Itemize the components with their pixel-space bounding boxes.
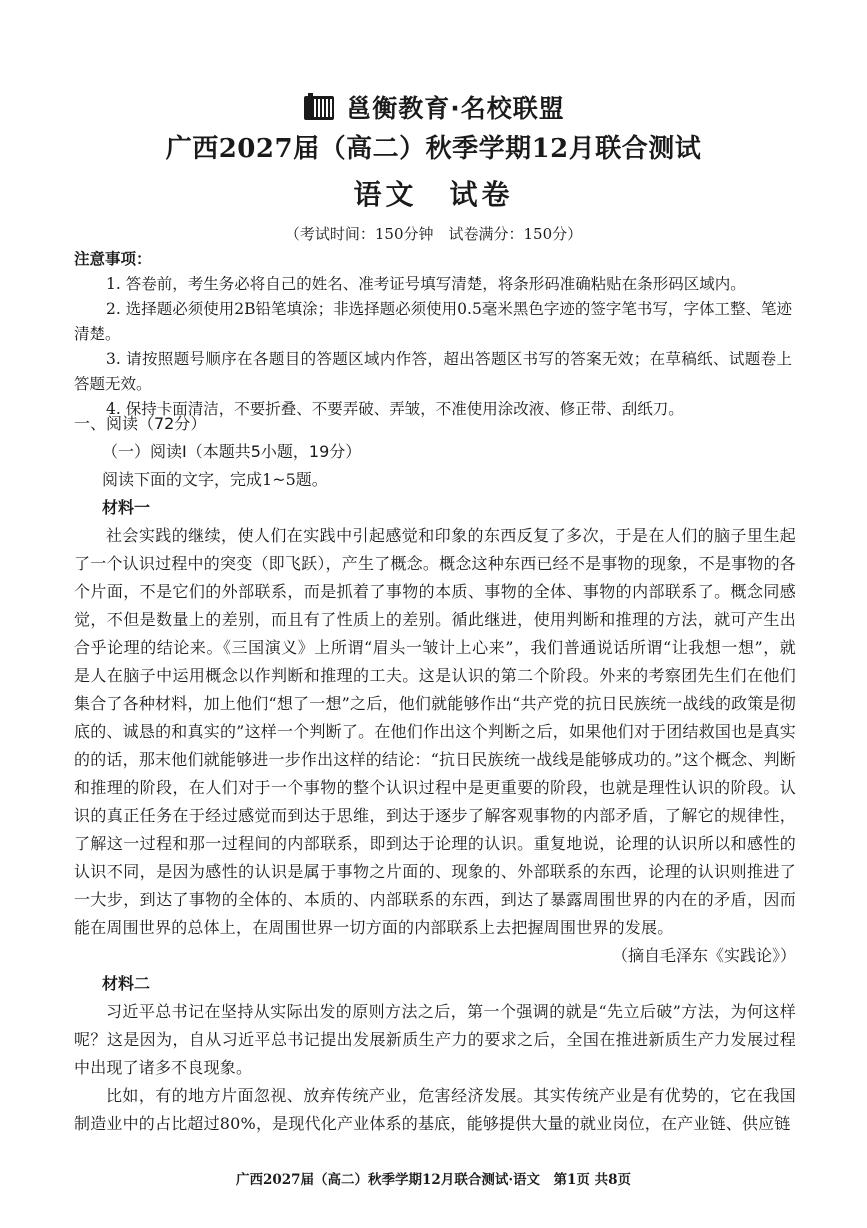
brand-name: 邕衡教育·名校联盟 [346, 94, 565, 123]
subject-title: 语文 试卷 [353, 178, 514, 211]
reading-instruction: 阅读下面的文字，完成1~5题。 [102, 470, 328, 489]
subsection-title: （一）阅读Ⅰ（本题共5小题，19分） [102, 442, 362, 461]
exam-meta: （考试时间：150分钟 试卷满分：150分） [284, 225, 583, 243]
material-one-paragraph: 社会实践的继续，使人们在实践中引起感觉和印象的东西反复了多次，于是在人们的脑子里生起了一个认识过程中的突变（即飞跃），产生了概念。概念这种东西已经不是事物的现象，不是事物的各个片面，不是它们的外部联系，而是抓着了事物的本质、事物的全体、事物的内部联系了。概念同感觉，不但是数量上的差别，而且有了性质上的差别。循此继进，使用判断和推理的方法，就可产生出合乎论理的结论来。《三国演义》上所谓“眉头一皱计上心来”，我们普通说话所谓“让我想一想”，就是人在脑子中运用概念以作判断和推理的工夫。这是认识的第二个阶段。外来的考察团先生们在他们集合了各种材料，加上他们“想了一想”之后，他们就能够作出“共产党的抗日民族统一战线的政策是彻底的、诚恳的和真实的”这样一个判断了。在他们作出这个判断之后，如果他们对于团结救国也是真实的的话，那末他们就能够进一步作出这样的结论：“抗日民族统一战线是能够成功的。”这个概念、判断和推理的阶段，在人们对于一个事物的整个认识过程中是更重要的阶段，也就是理性认识的阶段。认识的真正任务在于经过感觉而到达于思维，到达于逐步了解客观事物的内部矛盾，了解它的规律性，了解这一过程和那一过程间的内部联系，即到达于论理的认识。重复地说，论理的认识所以和感性的认识不同，是因为感性的认识是属于事物之片面的、现象的、外部联系的东西，论理的认识则推进了一大步，到达了事物的全体的、本质的、内部联系的东西，到达了暴露周围世界的内在的矛盾，因而能在周围世界的总体上，在周围世界一切方面的内部联系上去把握周围世界的发展。 [74, 526, 796, 937]
notice-item: 3. 请按照题号顺序在各题目的答题区域内作答，超出答题区书写的答案无效；在草稿纸、试题卷上答题无效。 [74, 350, 793, 393]
exam-header [0, 88, 867, 244]
section-title: 一、阅读（72分） [74, 414, 207, 433]
notice-title: 注意事项： [74, 250, 152, 268]
material-two-title: 材料二 [102, 974, 151, 993]
brand-row [0, 88, 867, 126]
page-footer: 广西2027届（高二）秋季学期12月联合测试·语文 第1页 共8页 [235, 1172, 632, 1188]
material-one-source: （摘自毛泽东《实践论》） [611, 946, 796, 965]
reading-section [74, 410, 796, 1138]
book-logo-icon [302, 90, 336, 124]
notice-item: 4. 保持卡面清洁，不要折叠、不要弄破、弄皱，不准使用涂改液、修正带、刮纸刀。 [106, 400, 684, 418]
notice-item: 1. 答卷前，考生务必将自己的姓名、准考证号填写清楚，将条形码准确粘贴在条形码区域内。 [106, 275, 746, 293]
material-two-paragraph: 比如，有的地方片面忽视、放弃传统产业，危害经济发展。其实传统产业是有优势的，它在我国制造业中的占比超过80%，是现代化产业体系的基底，能够提供大量的就业岗位，在产业链、供应链 [74, 1086, 796, 1133]
exam-title: 广西2027届（高二）秋季学期12月联合测试 [165, 134, 702, 164]
material-two-paragraph: 习近平总书记在坚持从实际出发的原则方法之后，第一个强调的就是“先立后破”方法，为何这样呢？这是因为，自从习近平总书记提出发展新质生产力的要求之后，全国在推进新质生产力发展过程中出现了诸多不良现象。 [74, 1002, 796, 1077]
notice-block [74, 247, 792, 422]
notice-item: 2. 选择题必须使用2B铅笔填涂；非选择题必须使用0.5毫米黑色字迹的签字笔书写，字体工整、笔迹清楚。 [74, 300, 792, 343]
material-one-title: 材料一 [102, 498, 151, 517]
